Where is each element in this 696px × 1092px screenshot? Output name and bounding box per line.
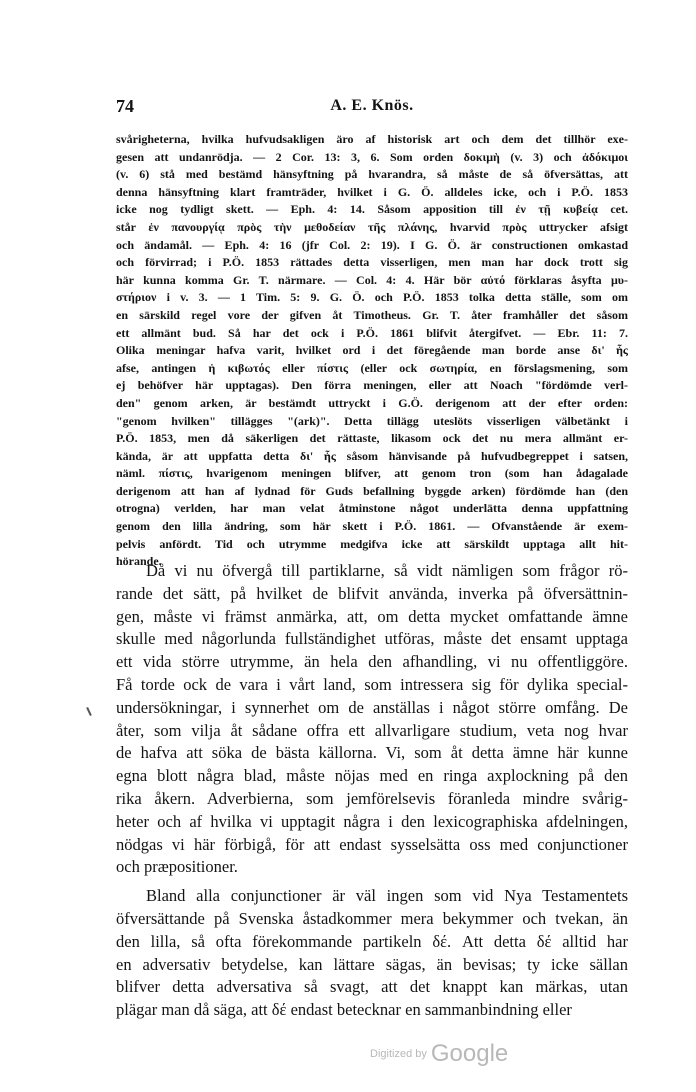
footnote-line: icke nog tydligt skett. — Eph. 4: 14. Såsom apposition till ἐν τῇ κυβείᾳ cet. [116, 202, 628, 217]
body-line: Bland alla conjunctioner är väl ingen som vid Nya Testamentets [146, 886, 628, 906]
body-line: Få torde ock de vara i vårt land, som intressera sig för dylika special- [116, 674, 628, 694]
footnote-line: ej behöfver här upptagas). Den förra meningen, eller att Noach "fördömde verl- [116, 378, 628, 393]
footnote-line: derigenom att han af lydnad för Guds befallning byggde arken) fördömde han (den [116, 483, 628, 498]
footnote-line: och förvirrad; i P.Ö. 1853 rättades detta visserligen, men man har dock trott sig [116, 255, 628, 270]
body-line: blifver detta adversativa så svagt, att det knappt kan märkas, utan [116, 977, 628, 997]
footnote-line: står ἐν πανουργίᾳ πρὸς τὴν μεθοδείαν τῆς πλάνης, hvarvid πρὸς uttrycker afsigt [116, 219, 628, 234]
body-line: skulle med någorlunda fullständighet utföras, måste det ensamt upptaga [116, 629, 628, 649]
footnote-line: pelvis anfördt. Tid och utrymme medgifva icke att särskildt upptaga allt hit- [116, 536, 628, 551]
digitized-by-google-watermark [370, 1040, 508, 1070]
footnote-line: och ändamål. — Eph. 4: 16 (jfr Col. 2: 19). I G. Ö. är constructionen omkastad [116, 237, 628, 252]
watermark-brand: Google [430, 1040, 509, 1067]
page-header [116, 96, 628, 122]
footnote-line: här kunna komma Gr. T. närmare. — Col. 4: 4. Här bör αὐτό förklaras åsyfta μυ- [116, 272, 628, 287]
body-line: åter, som vilja åt sådane offra ett allvarligare studium, veta nog hvar [116, 720, 628, 740]
body-line: de hafva att söka de bästa källorna. Vi, som åt detta ämne här kunne [116, 743, 628, 763]
footnote-line: otrogna) verlden, har man velat åtminstone något underlätta denna uppfattning [116, 501, 628, 516]
body-line: gen, måste vi främst anmärka, att, om detta mycket omfattande ämne [116, 606, 628, 626]
body-line: heter och af hvilka vi upptagit några i den lexicographiska afdelningen, [116, 811, 628, 831]
body-line: undersökningar, i synnerhet om de anställas i något större omfång. De [116, 697, 628, 717]
footnote-line: denna hänsyftning klart framträder, hvilket i G. Ö. alldeles icke, och i P.Ö. 1853 [116, 184, 628, 199]
footnote-line: genom den lilla ändring, som här skett i P.Ö. 1861. — Ofvanstående är exem- [116, 519, 628, 534]
body-line: plägar man då säga, att δέ endast betecknar en sammanbindning eller [116, 1000, 572, 1020]
footnote-line: "genom hvilken" tillägges "(ark)". Detta tillägg uteslöts visserligen välbetänkt i [116, 413, 628, 428]
footnote-line: näml. πίστις, hvarigenom meningen blifver, att genom tron (som han ådagalade [116, 466, 628, 481]
footnote-line: hörande. [116, 554, 162, 569]
watermark-prefix: Digitized by [370, 1048, 427, 1060]
footnote-line: den" genom arken, är bestämdt uttryckt i G.Ö. derigenom att der efter orden: [116, 395, 628, 410]
footnote-line: P.Ö. 1853, men då säkerligen det rättaste, likasom ock det nu mera allmänt er- [116, 431, 628, 446]
body-line: rika åkern. Adverbierna, som jemförelsevis föranleda mindre svårig- [116, 788, 628, 808]
footnote-line: Olika meningar hafva varit, hvilket ord i det föregående man borde anse δι' ἧς [116, 343, 628, 358]
footnote-line: gesen att undanrödja. — 2 Cor. 13: 3, 6. Som orden δοκιμὴ (v. 3) och ἀδόκιμοι [116, 149, 628, 164]
body-line: egna blott några blad, måste nöjas med en ringa axplockning på den [116, 766, 628, 786]
footnote-line: (v. 6) stå med bestämd hänsyftning på hvarandra, så måste de så öfversättas, att [116, 167, 628, 182]
footnote-line: svårigheterna, hvilka hufvudsakligen äro af historisk art och dem det tillhör exe- [116, 132, 628, 146]
footnote-line: afse, antingen ἡ κιβωτός eller πίστις (eller ock σωτηρία, en förslagsmening, som [116, 360, 628, 375]
body-line: rande det sätt, på hvilket de blifvit använda, inverka på öfversättnin- [116, 583, 628, 603]
body-line: och præpositioner. [116, 857, 238, 877]
body-line: en adversativ betydelse, kan lättare sägas, än bevisas; ty icke sällan [116, 954, 628, 974]
footnote-line: ett allmänt bud. Så har det ock i P.Ö. 1861 blifvit återgifvet. — Ebr. 11: 7. [116, 325, 628, 340]
page-number: 74 [116, 96, 134, 116]
footnote-line: en särskild regel vore der gifven åt Timotheus. Gr. T. åter framhåller det såsom [116, 307, 628, 322]
body-line: den lilla, så ofta förekommande partikeln δέ. Att detta δέ alltid har [116, 931, 628, 951]
footnote-block [116, 131, 628, 571]
body-line: nödgas vi här förbigå, för att endast sysselsätta oss med conjunctioner [116, 834, 628, 854]
stray-print-mark [86, 707, 92, 716]
running-head: A. E. Knös. [330, 97, 414, 114]
body-text [116, 560, 628, 1022]
footnote-line: kända, är att uppfatta detta δι' ἧς såsom hänvisande på hufvudbegreppet i satsen, [116, 448, 628, 463]
body-line: Då vi nu öfvergå till partiklarne, så vidt nämligen som frågor rö- [146, 561, 628, 580]
body-line: öfversättande på Svenska åstadkommer mera bekymmer och tvekan, än [116, 908, 628, 928]
footnote-line: στήριον i v. 3. — 1 Tim. 5: 9. G. Ö. och P.Ö. 1853 tolka detta ställe, som om [116, 290, 628, 305]
body-line: ett vida större utrymme, än hela den afhandling, vi nu offentliggöre. [116, 652, 628, 672]
